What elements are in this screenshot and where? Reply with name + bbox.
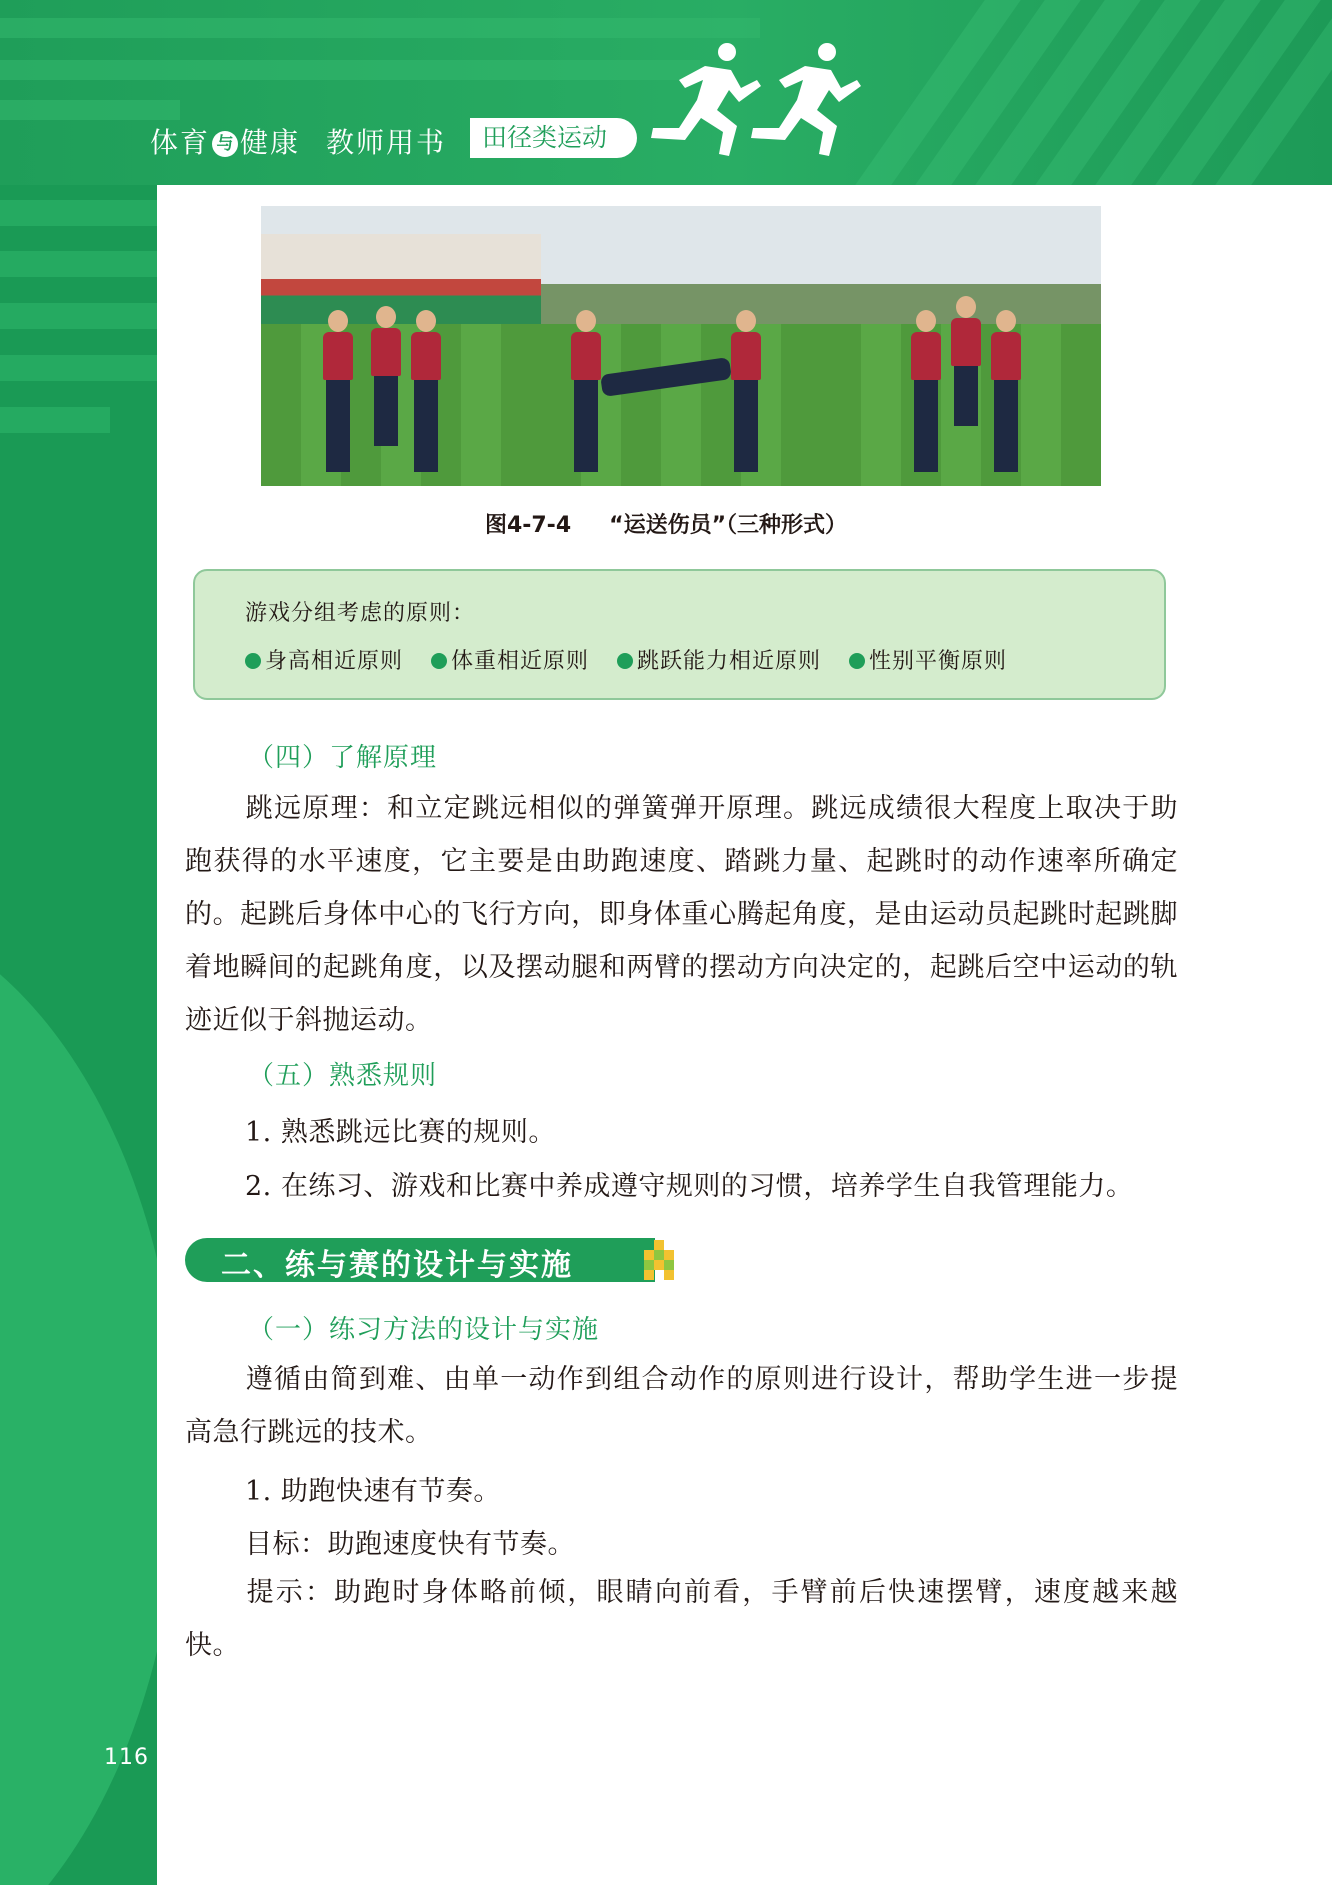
practice-goal: 目标：助跑速度快有节奏。 [245,1529,575,1560]
paragraph-jump-principle: 跳远原理：和立定跳远相似的弹簧弹开原理。跳远成绩很大程度上取决于助跑获得的水平速度，它主要是由助跑速度、踏跳力量、起跳时的动作速率所确定的。起跳后身体中心的飞行方向，即身体重心腾起角度，是由运动员起跳时起跳脚着地瞬间的起跳角度，以及摆动腿和两臂的摆动方向决定的，起跳后空中运动的轨迹近似于斜抛运动。 [185,793,1178,1036]
bullet-dot-icon [245,653,261,669]
page-number: 116 [104,1745,149,1770]
rules-item: 1. 熟悉跳远比赛的规则。 [245,1117,556,1148]
photo-panel [541,206,821,486]
principle-item: 体重相近原则 [431,644,589,675]
practice-tip: 提示：助跑时身体略前倾，眼睛向前看，手臂前后快速摆臂，速度越来越快。 [185,1577,1178,1661]
banner-checker-decoration [644,1238,674,1282]
section-banner [185,1238,655,1282]
principles-list [245,644,1035,675]
figure-title: “运送伤员”（三种形式） [609,513,848,538]
book-title-part1: 体育 [150,126,211,159]
figure-photo [261,206,1101,486]
rules-item: 2. 在练习、游戏和比赛中养成遵守规则的习惯，培养学生自我管理能力。 [245,1171,1134,1202]
section-tag: 田径类运动 [470,118,637,158]
book-title [150,121,446,161]
book-title-part2: 健康 [240,126,301,159]
figure-caption [0,508,1332,539]
left-margin-band [0,185,157,1885]
heading-know-rules: （五）熟悉规则 [248,1061,438,1091]
practice-item: 1. 助跑快速有节奏。 [245,1476,501,1507]
principle-item: 跳跃能力相近原则 [617,644,821,675]
section-title: 二、练与赛的设计与实施 [221,1248,573,1283]
book-subtitle: 教师用书 [326,126,447,159]
book-title-connector: 与 [212,131,238,157]
principles-box [193,569,1166,700]
principle-item: 身高相近原则 [245,644,403,675]
bullet-dot-icon [617,653,633,669]
figure-number: 图4-7-4 [484,513,572,538]
bullet-dot-icon [431,653,447,669]
principle-item: 性别平衡原则 [849,644,1007,675]
heading-practice-methods: （一）练习方法的设计与实施 [248,1315,600,1345]
paragraph-practice-design: 遵循由简到难、由单一动作到组合动作的原则进行设计，帮助学生进一步提高急行跳远的技术。 [185,1364,1178,1448]
principles-title: 游戏分组考虑的原则： [245,601,476,626]
runner-icon [645,40,875,160]
heading-understand-principle: （四）了解原理 [248,743,438,773]
photo-panel [261,206,541,486]
photo-panel [821,206,1101,486]
bullet-dot-icon [849,653,865,669]
